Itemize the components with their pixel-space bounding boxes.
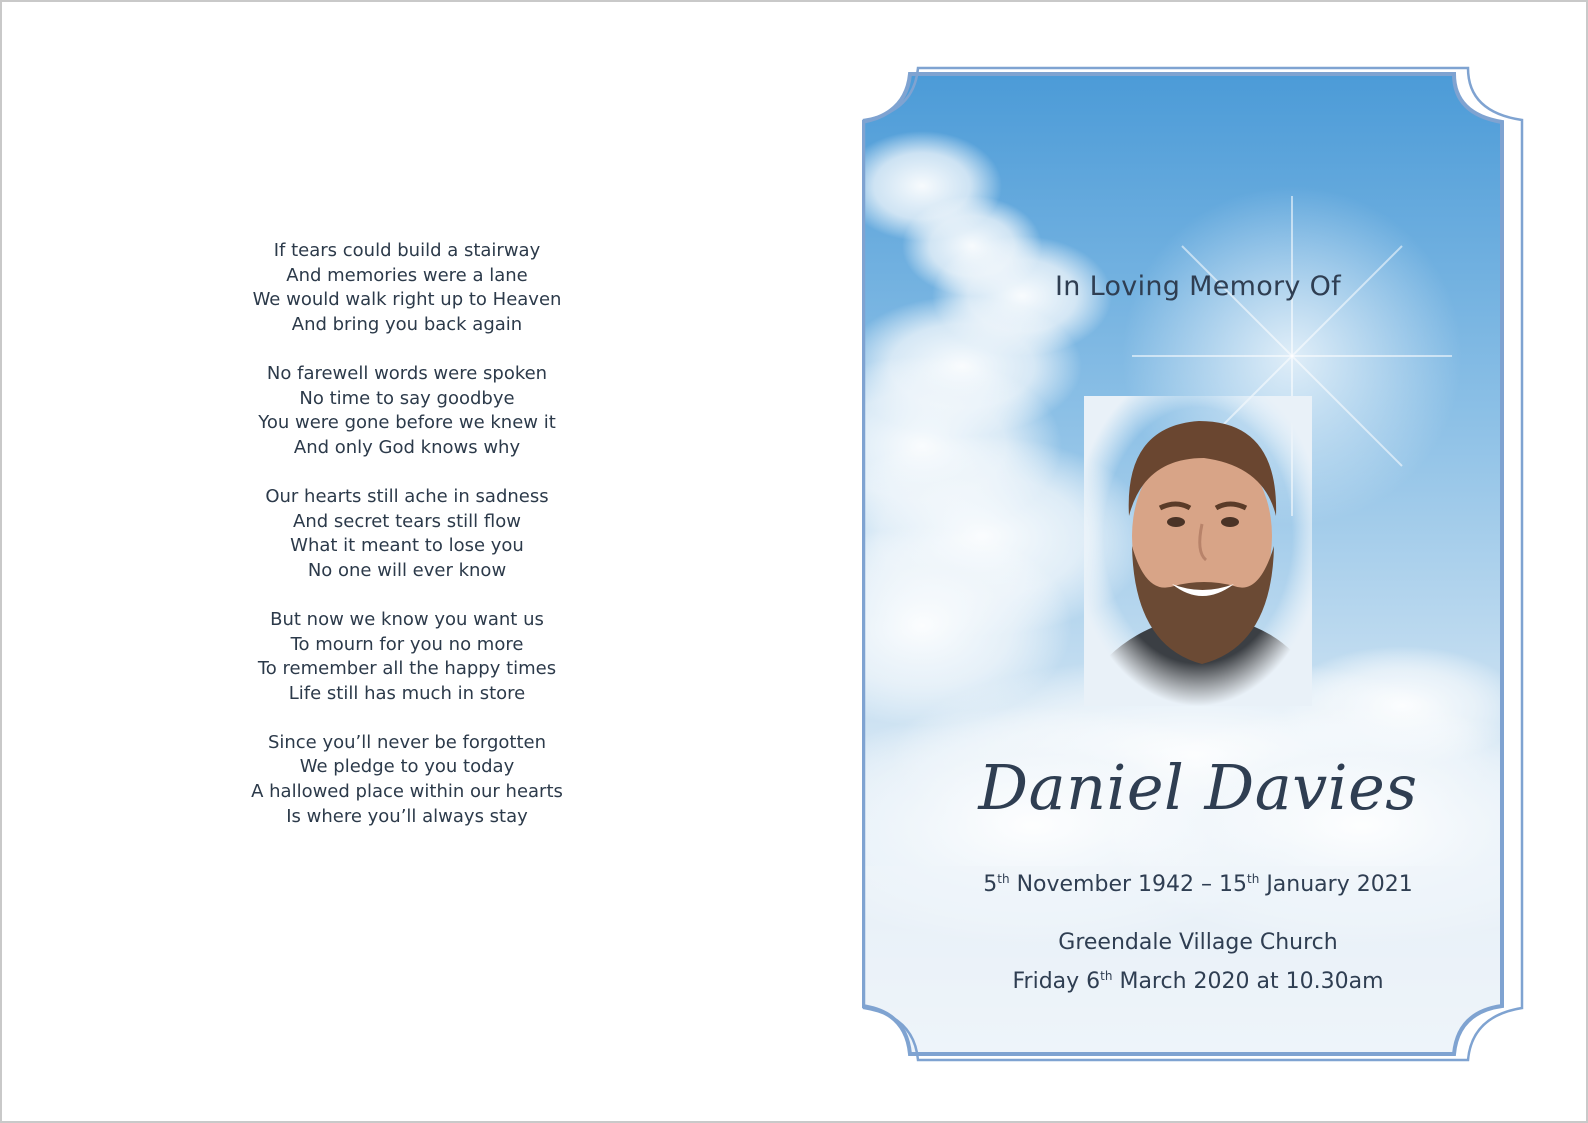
poem-line: We would walk right up to Heaven [252,289,562,311]
death-suffix: th [1247,872,1260,886]
poem-line: What it meant to lose you [290,535,524,557]
poem-stanza-1 [207,239,607,337]
poem-stanza-5 [207,731,607,829]
poem-line: Is where you’ll always stay [286,805,528,827]
poem-line: A hallowed place within our hearts [251,781,563,803]
death-rest: January 2021 [1259,872,1413,897]
service-venue: Greendale Village Church [1058,930,1338,955]
poem-line: If tears could build a stairway [273,240,541,261]
poem [207,239,607,854]
poem-line: To remember all the happy times [257,658,557,680]
service-date-suffix: th [1100,969,1113,983]
poem-line: And memories were a lane [286,264,528,286]
service-date-rest: March 2020 at 10.30am [1112,969,1384,994]
birth-rest: November 1942 – [1009,872,1220,897]
service-date-prefix: Friday 6 [1012,969,1101,994]
poem-line: No one will ever know [307,559,507,581]
poem-line: Our hearts still ache in sadness [265,485,549,507]
poem-line: Life still has much in store [288,682,526,704]
poem-stanza-4 [207,608,607,706]
birth-suffix: th [997,872,1010,886]
poem-line: And secret tears still flow [293,510,521,532]
birth-day: 5 [983,872,998,897]
poem-line: You were gone before we knew it [258,412,556,434]
poem-line: No time to say goodbye [299,387,515,409]
service-date [862,969,1534,994]
cover-intro: In Loving Memory Of [1055,271,1341,302]
cover-page [862,66,1534,1062]
poem-line: We pledge to you today [299,756,515,778]
poem-stanza-3 [207,485,607,583]
poem-line: But now we know you want us [270,608,544,630]
poem-line: No farewell words were spoken [266,362,548,384]
poem-line: Since you’ll never be forgotten [267,731,547,753]
life-dates [862,872,1534,897]
poem-line: To mourn for you no more [290,633,524,655]
poem-line: And only God knows why [293,436,521,458]
poem-line: And bring you back again [291,313,523,335]
deceased-name: Daniel Davies [978,751,1418,824]
cover-text [862,66,1534,1062]
death-day: 15 [1219,872,1248,897]
bearded-man-portrait-icon [1084,396,1312,706]
poem-stanza-2 [207,362,607,460]
